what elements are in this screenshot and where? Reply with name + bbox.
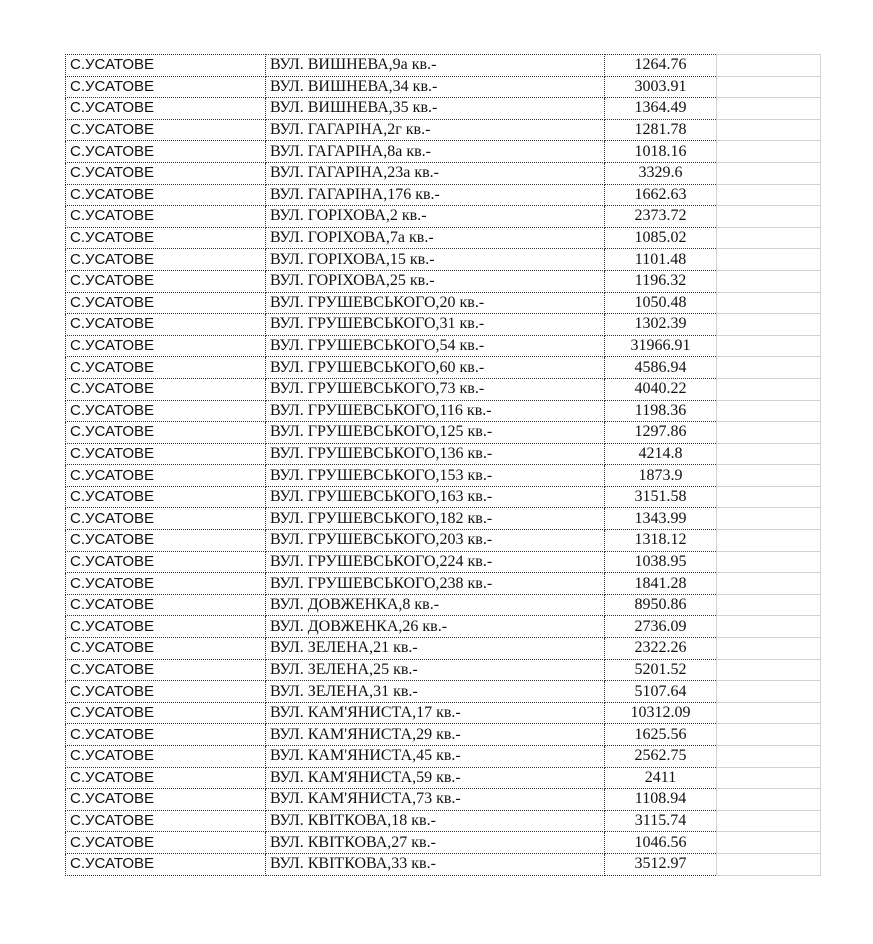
village-cell: С.УСАТОВЕ <box>66 119 266 141</box>
village-cell: С.УСАТОВЕ <box>66 98 266 120</box>
table-row <box>66 724 821 746</box>
amount-cell: 3329.6 <box>605 162 717 184</box>
table-row <box>66 530 821 552</box>
empty-cell <box>717 55 821 77</box>
village-cell: С.УСАТОВЕ <box>66 55 266 77</box>
village-cell: С.УСАТОВЕ <box>66 335 266 357</box>
address-cell: ВУЛ. ГОРІХОВА,15 кв.- <box>266 249 605 271</box>
debt-table <box>65 54 821 876</box>
address-cell: ВУЛ. ГАГАРІНА,23а кв.- <box>266 162 605 184</box>
village-cell: С.УСАТОВЕ <box>66 681 266 703</box>
empty-cell <box>717 853 821 875</box>
address-cell: ВУЛ. ДОВЖЕНКА,8 кв.- <box>266 594 605 616</box>
empty-cell <box>717 184 821 206</box>
amount-cell: 10312.09 <box>605 702 717 724</box>
empty-cell <box>717 681 821 703</box>
amount-cell: 1281.78 <box>605 119 717 141</box>
amount-cell: 1343.99 <box>605 508 717 530</box>
table-row <box>66 206 821 228</box>
address-cell: ВУЛ. ГАГАРІНА,176 кв.- <box>266 184 605 206</box>
address-cell: ВУЛ. ГАГАРІНА,8а кв.- <box>266 141 605 163</box>
village-cell: С.УСАТОВЕ <box>66 249 266 271</box>
empty-cell <box>717 76 821 98</box>
empty-cell <box>717 551 821 573</box>
address-cell: ВУЛ. ЗЕЛЕНА,25 кв.- <box>266 659 605 681</box>
debt-table-body <box>66 55 821 876</box>
empty-cell <box>717 465 821 487</box>
address-cell: ВУЛ. КАМ'ЯНИСТА,29 кв.- <box>266 724 605 746</box>
amount-cell: 1050.48 <box>605 292 717 314</box>
amount-cell: 31966.91 <box>605 335 717 357</box>
address-cell: ВУЛ. ГРУШЕВСЬКОГО,136 кв.- <box>266 443 605 465</box>
address-cell: ВУЛ. ГАГАРІНА,2г кв.- <box>266 119 605 141</box>
amount-cell: 4586.94 <box>605 357 717 379</box>
amount-cell: 1085.02 <box>605 227 717 249</box>
table-row <box>66 76 821 98</box>
village-cell: С.УСАТОВЕ <box>66 789 266 811</box>
address-cell: ВУЛ. ГРУШЕВСЬКОГО,163 кв.- <box>266 486 605 508</box>
village-cell: С.УСАТОВЕ <box>66 746 266 768</box>
village-cell: С.УСАТОВЕ <box>66 530 266 552</box>
empty-cell <box>717 357 821 379</box>
table-row <box>66 227 821 249</box>
address-cell: ВУЛ. ГРУШЕВСЬКОГО,182 кв.- <box>266 508 605 530</box>
village-cell: С.УСАТОВЕ <box>66 659 266 681</box>
address-cell: ВУЛ. ЗЕЛЕНА,31 кв.- <box>266 681 605 703</box>
village-cell: С.УСАТОВЕ <box>66 508 266 530</box>
table-row <box>66 98 821 120</box>
table-row <box>66 357 821 379</box>
address-cell: ВУЛ. ГРУШЕВСЬКОГО,73 кв.- <box>266 378 605 400</box>
amount-cell: 3003.91 <box>605 76 717 98</box>
empty-cell <box>717 270 821 292</box>
village-cell: С.УСАТОВЕ <box>66 443 266 465</box>
empty-cell <box>717 638 821 660</box>
amount-cell: 1873.9 <box>605 465 717 487</box>
table-row <box>66 573 821 595</box>
address-cell: ВУЛ. ГРУШЕВСЬКОГО,238 кв.- <box>266 573 605 595</box>
village-cell: С.УСАТОВЕ <box>66 767 266 789</box>
table-row <box>66 853 821 875</box>
amount-cell: 2373.72 <box>605 206 717 228</box>
amount-cell: 8950.86 <box>605 594 717 616</box>
empty-cell <box>717 422 821 444</box>
amount-cell: 1108.94 <box>605 789 717 811</box>
table-row <box>66 486 821 508</box>
amount-cell: 1101.48 <box>605 249 717 271</box>
amount-cell: 1018.16 <box>605 141 717 163</box>
amount-cell: 2562.75 <box>605 746 717 768</box>
village-cell: С.УСАТОВЕ <box>66 724 266 746</box>
amount-cell: 2736.09 <box>605 616 717 638</box>
empty-cell <box>717 724 821 746</box>
table-row <box>66 422 821 444</box>
address-cell: ВУЛ. ЗЕЛЕНА,21 кв.- <box>266 638 605 660</box>
empty-cell <box>717 141 821 163</box>
village-cell: С.УСАТОВЕ <box>66 227 266 249</box>
amount-cell: 1364.49 <box>605 98 717 120</box>
empty-cell <box>717 227 821 249</box>
empty-cell <box>717 594 821 616</box>
amount-cell: 5107.64 <box>605 681 717 703</box>
village-cell: С.УСАТОВЕ <box>66 141 266 163</box>
village-cell: С.УСАТОВЕ <box>66 616 266 638</box>
amount-cell: 2411 <box>605 767 717 789</box>
amount-cell: 2322.26 <box>605 638 717 660</box>
amount-cell: 3151.58 <box>605 486 717 508</box>
empty-cell <box>717 767 821 789</box>
address-cell: ВУЛ. ГРУШЕВСЬКОГО,116 кв.- <box>266 400 605 422</box>
amount-cell: 4214.8 <box>605 443 717 465</box>
table-row <box>66 508 821 530</box>
table-row <box>66 400 821 422</box>
address-cell: ВУЛ. КВІТКОВА,18 кв.- <box>266 810 605 832</box>
empty-cell <box>717 378 821 400</box>
table-row <box>66 55 821 77</box>
address-cell: ВУЛ. ДОВЖЕНКА,26 кв.- <box>266 616 605 638</box>
table-row <box>66 810 821 832</box>
village-cell: С.УСАТОВЕ <box>66 702 266 724</box>
village-cell: С.УСАТОВЕ <box>66 162 266 184</box>
empty-cell <box>717 443 821 465</box>
amount-cell: 1196.32 <box>605 270 717 292</box>
empty-cell <box>717 314 821 336</box>
amount-cell: 1038.95 <box>605 551 717 573</box>
address-cell: ВУЛ. ГРУШЕВСЬКОГО,20 кв.- <box>266 292 605 314</box>
address-cell: ВУЛ. КВІТКОВА,27 кв.- <box>266 832 605 854</box>
address-cell: ВУЛ. ГРУШЕВСЬКОГО,153 кв.- <box>266 465 605 487</box>
table-row <box>66 141 821 163</box>
table-row <box>66 681 821 703</box>
address-cell: ВУЛ. ГОРІХОВА,7а кв.- <box>266 227 605 249</box>
table-row <box>66 638 821 660</box>
table-row <box>66 659 821 681</box>
table-row <box>66 746 821 768</box>
amount-cell: 1264.76 <box>605 55 717 77</box>
table-row <box>66 551 821 573</box>
village-cell: С.УСАТОВЕ <box>66 853 266 875</box>
empty-cell <box>717 486 821 508</box>
empty-cell <box>717 508 821 530</box>
amount-cell: 4040.22 <box>605 378 717 400</box>
empty-cell <box>717 292 821 314</box>
village-cell: С.УСАТОВЕ <box>66 832 266 854</box>
amount-cell: 3115.74 <box>605 810 717 832</box>
table-row <box>66 162 821 184</box>
empty-cell <box>717 530 821 552</box>
address-cell: ВУЛ. КАМ'ЯНИСТА,59 кв.- <box>266 767 605 789</box>
table-row <box>66 270 821 292</box>
empty-cell <box>717 616 821 638</box>
village-cell: С.УСАТОВЕ <box>66 465 266 487</box>
village-cell: С.УСАТОВЕ <box>66 573 266 595</box>
empty-cell <box>717 98 821 120</box>
table-row <box>66 314 821 336</box>
address-cell: ВУЛ. ГРУШЕВСЬКОГО,31 кв.- <box>266 314 605 336</box>
empty-cell <box>717 119 821 141</box>
amount-cell: 1302.39 <box>605 314 717 336</box>
empty-cell <box>717 746 821 768</box>
village-cell: С.УСАТОВЕ <box>66 206 266 228</box>
amount-cell: 5201.52 <box>605 659 717 681</box>
table-row <box>66 335 821 357</box>
table-row <box>66 767 821 789</box>
amount-cell: 1198.36 <box>605 400 717 422</box>
village-cell: С.УСАТОВЕ <box>66 292 266 314</box>
address-cell: ВУЛ. ВИШНЕВА,35 кв.- <box>266 98 605 120</box>
empty-cell <box>717 206 821 228</box>
empty-cell <box>717 573 821 595</box>
village-cell: С.УСАТОВЕ <box>66 486 266 508</box>
empty-cell <box>717 162 821 184</box>
village-cell: С.УСАТОВЕ <box>66 314 266 336</box>
empty-cell <box>717 702 821 724</box>
address-cell: ВУЛ. ГРУШЕВСЬКОГО,203 кв.- <box>266 530 605 552</box>
amount-cell: 1841.28 <box>605 573 717 595</box>
village-cell: С.УСАТОВЕ <box>66 551 266 573</box>
address-cell: ВУЛ. КАМ'ЯНИСТА,45 кв.- <box>266 746 605 768</box>
address-cell: ВУЛ. КАМ'ЯНИСТА,73 кв.- <box>266 789 605 811</box>
village-cell: С.УСАТОВЕ <box>66 400 266 422</box>
village-cell: С.УСАТОВЕ <box>66 422 266 444</box>
address-cell: ВУЛ. ВИШНЕВА,34 кв.- <box>266 76 605 98</box>
empty-cell <box>717 249 821 271</box>
table-row <box>66 443 821 465</box>
table-row <box>66 594 821 616</box>
empty-cell <box>717 400 821 422</box>
table-row <box>66 292 821 314</box>
table-row <box>66 378 821 400</box>
empty-cell <box>717 789 821 811</box>
address-cell: ВУЛ. ГРУШЕВСЬКОГО,224 кв.- <box>266 551 605 573</box>
village-cell: С.УСАТОВЕ <box>66 810 266 832</box>
table-row <box>66 616 821 638</box>
village-cell: С.УСАТОВЕ <box>66 184 266 206</box>
address-cell: ВУЛ. ГРУШЕВСЬКОГО,60 кв.- <box>266 357 605 379</box>
table-row <box>66 702 821 724</box>
table-row <box>66 832 821 854</box>
amount-cell: 1297.86 <box>605 422 717 444</box>
amount-cell: 1662.63 <box>605 184 717 206</box>
table-row <box>66 249 821 271</box>
address-cell: ВУЛ. КВІТКОВА,33 кв.- <box>266 853 605 875</box>
table-row <box>66 119 821 141</box>
table-row <box>66 789 821 811</box>
address-cell: ВУЛ. ГРУШЕВСЬКОГО,54 кв.- <box>266 335 605 357</box>
empty-cell <box>717 659 821 681</box>
address-cell: ВУЛ. ГРУШЕВСЬКОГО,125 кв.- <box>266 422 605 444</box>
village-cell: С.УСАТОВЕ <box>66 357 266 379</box>
amount-cell: 1625.56 <box>605 724 717 746</box>
address-cell: ВУЛ. ГОРІХОВА,2 кв.- <box>266 206 605 228</box>
address-cell: ВУЛ. ГОРІХОВА,25 кв.- <box>266 270 605 292</box>
address-cell: ВУЛ. ВИШНЕВА,9а кв.- <box>266 55 605 77</box>
village-cell: С.УСАТОВЕ <box>66 76 266 98</box>
amount-cell: 1046.56 <box>605 832 717 854</box>
table-row <box>66 184 821 206</box>
amount-cell: 1318.12 <box>605 530 717 552</box>
empty-cell <box>717 810 821 832</box>
empty-cell <box>717 832 821 854</box>
amount-cell: 3512.97 <box>605 853 717 875</box>
village-cell: С.УСАТОВЕ <box>66 638 266 660</box>
table-row <box>66 465 821 487</box>
village-cell: С.УСАТОВЕ <box>66 270 266 292</box>
empty-cell <box>717 335 821 357</box>
village-cell: С.УСАТОВЕ <box>66 594 266 616</box>
village-cell: С.УСАТОВЕ <box>66 378 266 400</box>
address-cell: ВУЛ. КАМ'ЯНИСТА,17 кв.- <box>266 702 605 724</box>
